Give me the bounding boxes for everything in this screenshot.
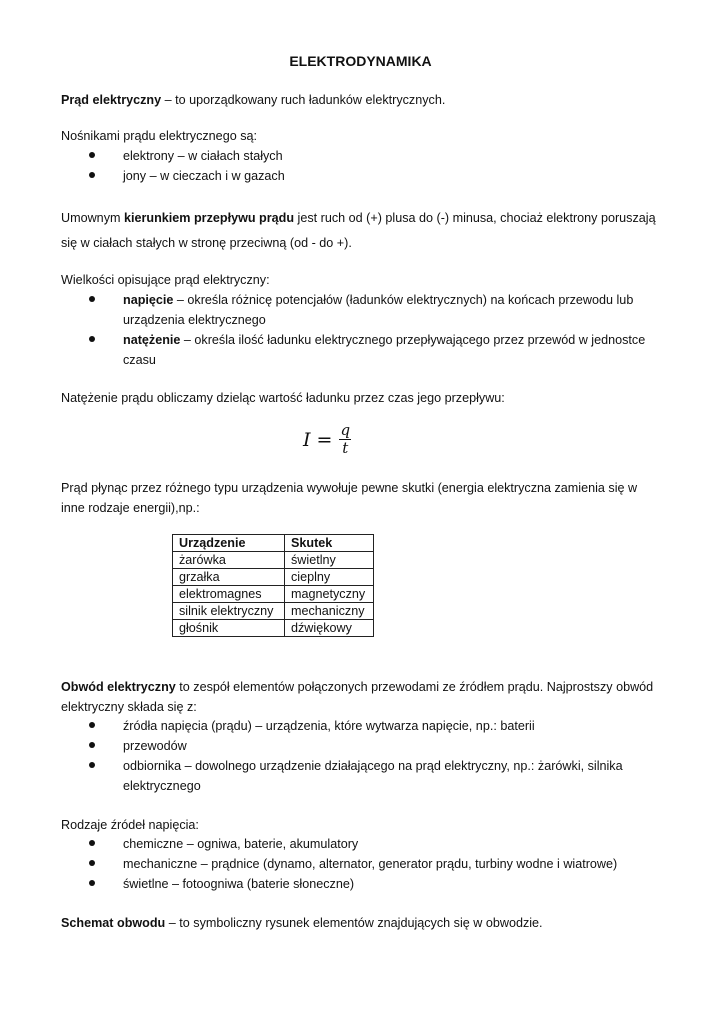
device-cell: grzałka [173,569,285,586]
formula-denominator: t [342,439,349,457]
voltage-definition: – określa różnicę potencjałów (ładunków elektrycznych) na końcach przewodu lub urządzenia elektrycznego [123,293,634,327]
current-direction-paragraph [61,206,661,256]
bullet-icon [89,722,95,728]
effect-cell: cieplny [285,569,374,586]
effect-cell: dźwiękowy [285,620,374,637]
current-definition [61,90,661,110]
effect-cell: magnetyczny [285,586,374,603]
page-title: ELEKTRODYNAMIKA [289,53,432,69]
list-item-text: odbiornika – dowolnego urządzenie działającego na prąd elektryczny, np.: żarówki, silnika elektrycznego [123,759,623,793]
schema-paragraph [61,913,661,933]
bullet-icon [89,840,95,846]
carriers-intro: Nośnikami prądu elektrycznego są: [61,129,257,143]
table-row [173,552,374,569]
bullet-icon [89,880,95,886]
formula-fraction [338,422,352,457]
circuit-term: Obwód elektryczny [61,680,176,694]
formula-equals: = [316,428,333,451]
current-intensity-term: natężenie [123,333,181,347]
list-item [61,146,661,166]
circuit-parts-list [61,716,661,796]
bullet-icon [89,172,95,178]
list-item [61,736,661,756]
circuit-definition: to zespół elementów połączonych przewodami ze źródłem prądu. Najprostszy obwód elektryczny składa się z: [61,680,654,714]
effect-cell: mechaniczny [285,603,374,620]
effects-table [172,534,374,637]
formula-numerator: q [340,421,351,439]
direction-term: kierunkiem przepływu prądu [123,211,295,225]
circuit-paragraph [61,677,661,717]
bullet-icon [89,860,95,866]
table-row [173,569,374,586]
list-item [61,834,661,854]
current-definition-text: – to uporządkowany ruch ładunków elektrycznych. [161,93,446,107]
list-item [61,854,661,874]
device-cell: elektromagnes [173,586,285,603]
current-formula [303,422,352,457]
table-row [173,586,374,603]
quantities-intro: Wielkości opisujące prąd elektryczny: [61,273,270,287]
bullet-icon [89,762,95,768]
schema-term: Schemat obwodu [61,916,166,930]
current-term: Prąd elektryczny [61,93,162,107]
direction-text: jest ruch od (+) plusa do (-) minusa, chociaż elektrony poruszają [294,211,656,225]
list-item [61,290,661,330]
list-item-text: świetlne – fotoogniwa (baterie słoneczne) [123,877,355,891]
bullet-icon [89,742,95,748]
direction-lead: Umownym [61,211,124,225]
voltage-term: napięcie [123,293,174,307]
formula-lhs: I [303,428,311,451]
table-row [173,620,374,637]
effects-intro: Prąd płynąc przez różnego typu urządzenia wywołuje pewne skutki (energia elektryczna zamienia się w inne rodzaje energii),np.: [61,481,638,515]
formula-intro: Natężenie prądu obliczamy dzieląc wartość ładunku przez czas jego przepływu: [61,391,505,405]
column-header: Urządzenie [173,535,285,552]
quantities-list [61,290,661,370]
list-item [61,166,661,186]
list-item-text: mechaniczne – prądnice (dynamo, alternator, generator prądu, turbiny wodne i wiatrowe) [123,857,618,871]
list-item-text: chemiczne – ogniwa, baterie, akumulatory [123,837,359,851]
sources-intro: Rodzaje źródeł napięcia: [61,818,199,832]
list-item [61,756,661,796]
list-item-text: źródła napięcia (prądu) – urządzenia, które wytwarza napięcie, np.: baterii [123,719,535,733]
device-cell: żarówka [173,552,285,569]
schema-definition: – to symboliczny rysunek elementów znajdujących się w obwodzie. [165,916,543,930]
table-row [173,603,374,620]
device-cell: głośnik [173,620,285,637]
device-cell: silnik elektryczny [173,603,285,620]
bullet-icon [89,336,95,342]
list-item [61,874,661,894]
list-item [61,716,661,736]
list-item-text: elektrony – w ciałach stałych [123,149,283,163]
current-intensity-definition: – określa ilość ładunku elektrycznego przepływającego przez przewód w jednostce czasu [123,333,646,367]
bullet-icon [89,152,95,158]
carriers-list [61,146,661,186]
list-item [61,330,661,370]
column-header: Skutek [285,535,374,552]
effect-cell: świetlny [285,552,374,569]
direction-text-line2: się w ciałach stałych w stronę przeciwną (od - do +). [61,236,352,250]
table-header-row [173,535,374,552]
bullet-icon [89,296,95,302]
sources-list [61,834,661,894]
list-item-text: przewodów [123,739,187,753]
list-item-text: jony – w cieczach i w gazach [123,169,285,183]
